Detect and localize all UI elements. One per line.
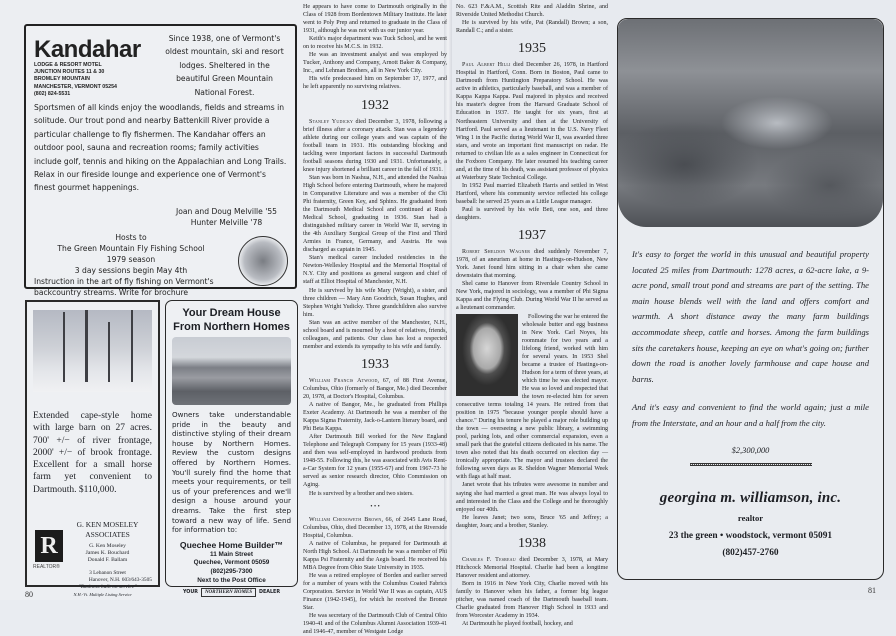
paragraph-text: , 66, of 2645 Lane Road, Columbus, Ohio, died December 13, 1978, at the Riverside Hospital, Columbus. — [303, 516, 447, 539]
realtor-label: REALTOR® — [33, 564, 60, 570]
paragraph-text: died suddenly November 7, 1978, of an aneurism at home in Hastings-on-Hudson, New York. Janet found him sitting in a chair when she came downstairs that morning. — [456, 249, 608, 280]
paragraph-text: He is survived by his wife, Pat (Randall) Brown; a son, Randall C.; and a sister. — [456, 20, 608, 35]
logo-phone: (802) 824-5531 — [34, 90, 71, 97]
description-paragraph: And it's easy and convenient to find the world again; just a mile from the Interstate, and an hour and a half from the city. — [632, 402, 869, 428]
paragraph-text: died December 26, 1978, in Hartford Hospital in Hartford, Conn. Born in Boston, Paul came to Dartmouth from Huntington Preparatory School. He was active in athletics, particularly baseball, and was a member of Kappa Kappa Kappa. Paul majored in physics and received his master's degree from the Harvard Graduate School of Education in 1937. He taught for six years, first at Northeastern University and then at the University of Hartford. Paul served as a lieutenant in the U.S. Navy Fleet Wing 1 in the Pacific during World War II, was awarded three stars, and wrote an important first manuscript on radar. He returned to civilian life as a sales engineer in Connecticut for the Foxboro Company. He later resumed his teaching career and, at the time of his death, was assistant professor of physics at Waterbury State Technical College. — [456, 62, 609, 181]
builder-address — [172, 551, 291, 585]
obituary-paragraph — [456, 206, 608, 222]
paragraph-text: Shel came to Hanover from Riverdale Country School in New York, majored in sociology, was a member of Phi Sigma Kappa and the Flying Club. During World War II he served as a lieutenant commander. — [456, 281, 608, 312]
obituary-paragraph — [303, 433, 447, 489]
location-note: Next to the Post Office — [197, 576, 266, 584]
obituary-paragraph — [303, 612, 447, 636]
paragraph-text: Janet wrote that his tributes were awesome in number and saying she had married a great man. He was always loyal to and interested in the Class and the College and he thoroughly enjoyed our 40th. — [456, 482, 608, 513]
williamson-realtor-ad — [617, 18, 884, 580]
dealer-label: DEALER — [259, 590, 281, 596]
kandahar-signature — [176, 206, 277, 228]
fly-fishing-school — [26, 232, 236, 276]
bamboo-rod-seal-icon — [238, 236, 288, 286]
logo-line: BROMLEY MOUNTAIN — [34, 76, 91, 83]
class-year-heading: 1938 — [518, 535, 546, 551]
brochure-text: Write for brochure — [118, 288, 189, 297]
agent-name: G. Ken Moseley — [89, 543, 126, 550]
obituary-paragraph — [303, 51, 447, 75]
deceased-name: William Chenoweth Brown — [309, 516, 382, 523]
agent-name: Donald F. Ballam — [87, 557, 128, 564]
page-number-left: 80 — [25, 590, 33, 599]
obituary-paragraph — [456, 248, 608, 280]
sessions: 3 day sessions begin May 4th — [74, 266, 188, 275]
paragraph-text: Paul is survived by his wife Beti, one son, and three daughters. — [456, 207, 608, 222]
obituary-paragraph — [456, 3, 608, 19]
obituary-paragraph — [303, 75, 447, 91]
season: 1979 season — [106, 255, 156, 264]
obituary-paragraph — [303, 572, 447, 612]
kandahar-brand: Kandahar — [34, 36, 141, 63]
kandahar-instruction — [34, 276, 234, 298]
portrait-photo — [456, 314, 518, 396]
section-divider: • • • — [370, 503, 380, 510]
paragraph-text: , 67, of 88 First Avenue, Columbus, Ohio (formerly of Bangor, Me.) died December 20, 1978, at Doctor's Hospital, Columbus. — [303, 377, 447, 400]
obituary-paragraph — [303, 490, 447, 498]
obituary-column-2 — [456, 3, 608, 628]
kandahar-logo — [34, 32, 154, 98]
class-year-heading: 1933 — [361, 356, 389, 372]
city: Quechee, Vermont 05059 — [193, 559, 270, 567]
mls-note: N.H.-Vt. Multiple Listing Service — [73, 592, 132, 598]
obituary-paragraph — [456, 580, 608, 620]
logo-line: JUNCTION ROUTES 11 & 30 — [34, 69, 105, 76]
firm-title: realtor — [737, 512, 764, 523]
firm-address — [33, 570, 152, 598]
obituary-paragraph — [456, 556, 608, 580]
city-phone: Hanover, N.H. 603/643-3505 — [88, 577, 152, 584]
paragraph-text: Stan was born in Nashua, N.H., and attended the Nashua High School before entering Dartmouth, where he majored in Comparative Literature and was a member of the Chi Phi fraternity, Green Key, and Sphinx. He graduated from the Dartmouth Medical School and continued at Rush Medical School, graduating in 1936. Stan had a distinguished military career in World War II, serving in the 4th Auxiliary Surgical Group of the First and Third Armies in France, Germany, and Austria. He was discharged as captain in 1945. — [303, 174, 447, 254]
paragraph-text: He was an investment analyst and was employed by Tucker, Anthony and Company, Arnott Baker & Company, Inc., and Lehman Brothers, all in New York City. — [303, 52, 447, 75]
obituary-paragraph — [456, 61, 608, 182]
description-paragraph: It's easy to forget the world in this unusual and beautiful property located 25 miles from Dartmouth: 1278 acres, a 62-acre lake, a 9-acre pond, small trout pond and streams are part of the setting. The main house blends well with the land and offers comfort and warmth. A short distance away the many farm buildings accommodate sheep, cattle and horses. Among the farm buildings sits the caretakers house, keeping an eye on what's going on; further down the road is another lovely farmhouse and cape house and barns. — [632, 249, 869, 384]
paragraph-text: Following the war he entered the wholesale butter and egg business in New York. Carl Noyes, his roommate for two years and a lifelong friend, worked with him for several years. In 1953 Shel became a trustee of Hastings-on-Hudson for a term of three years, at which time he was elected mayor. He was so loved and respected that the town re-elected him for seven consecutive terms totaling 14 years. He retired from that position in 1975 "because younger people should have a chance." During his tenure he played a major role building up the town — overseeing a new public library, a swimming pool, parking lots, and other commercial expansion, even a small park that the grateful citizens dedicated in his name. The town also noted that his death occurred on election day — ironically appropriate. The mayor and trustees declared the following seven days as R. Sheldon Wagner Memorial Week with flags at half mast. — [456, 313, 608, 481]
firm-name: georgina m. williamson, inc. — [659, 489, 842, 506]
deceased-name: William Francis Atwood — [309, 377, 378, 384]
slogan: "Business built on service" — [78, 584, 137, 591]
paragraph-text: Stan's medical career included residencies in the Newton-Wellesley Hospital and the Memorial Hospital of N.Y. City and positions as general surgeon and chief of staff at Elliot Hospital of Manchester, N.H. — [303, 255, 447, 286]
page-number-right: 81 — [868, 586, 876, 595]
obituary-paragraph — [303, 35, 447, 51]
deceased-name: Charles F. Tesreau — [462, 556, 516, 563]
property-description — [618, 247, 883, 432]
paragraph-text: A native of Bangor, Me., he graduated from Phillips Exeter Academy. At Dartmouth he was a member of the Kappa Sigma Fraternity, Jack-o-Lantern literary board, and Phi Beta Kappa. — [303, 402, 447, 433]
agent-name: James K. Bouchard — [85, 550, 130, 557]
dealer-your: YOUR — [182, 590, 198, 596]
paragraph-text: In 1952 Paul married Elizabeth Harris and settled in West Hartford, where his community service reflected his college baseball: he served 25 years as a Little League manager. — [456, 182, 608, 205]
obituary-paragraph — [456, 514, 608, 530]
obituary-paragraph — [303, 174, 447, 254]
decorative-rule — [690, 463, 812, 466]
obituary-column-1 — [303, 3, 447, 636]
obituary-paragraph — [456, 481, 608, 513]
street: 11 Main Street — [210, 550, 253, 558]
builder-name: Quechee Home Builder™ — [179, 539, 284, 550]
instruction-text: Instruction in the art of fly fishing on Vermont's backcountry streams. — [34, 277, 214, 297]
obituary-paragraph — [303, 516, 447, 540]
obituary-paragraph — [456, 620, 608, 628]
paragraph-text: His wife predeceased him on September 17, 1977, and he left apparently no surviving relatives. — [303, 76, 447, 91]
aerial-property-photo — [618, 19, 883, 227]
dealer-badge — [172, 588, 291, 597]
paragraph-text: After Dartmouth Bill worked for the New England Telephone and Telegraph Company for 15 years (1933-48) and then was self-employed in hardwood products from 1948-55. Following this, he was associated with Avis Rent-a-Car System for 12 years (1955-67) and from 1967-73 he served as senior research director, Ohio Commission on Aging. — [303, 434, 447, 489]
paragraph-text: He is survived by a brother and two sisters. — [309, 490, 414, 497]
obituary-paragraph — [456, 280, 608, 312]
firm-address: 23 the green • woodstock, vermont 05091 — [668, 530, 833, 541]
obituary-paragraph — [456, 313, 608, 482]
paragraph-text: He was a retired employee of Borden and earlier served for a number of years with the Columbus Coated Fabrics Corporation. Service in World War II was as captain, AUS Finance (1942-1945), for which he received the Bronze Star. — [303, 572, 447, 612]
obituary-paragraph — [303, 118, 447, 174]
paragraph-text: Keith's major department was Tuck School, and he went on to receive his M.C.S. in 1932. — [303, 36, 447, 51]
signature-line: Hunter Melville '78 — [190, 218, 263, 227]
deceased-name: Robert Sheldon Wagner — [462, 249, 531, 256]
firm-phone: (802)457-2760 — [722, 547, 779, 558]
logo-line: MANCHESTER, VERMONT 05254 — [34, 83, 118, 90]
property-price: $2,300,000 — [731, 445, 770, 455]
class-year-heading: 1935 — [518, 41, 546, 57]
phone: (802)295-7300 — [210, 567, 253, 575]
ad-headline: Your Dream House From Northern Homes — [173, 307, 290, 333]
ad-description: Owners take understandable pride in the beauty and distinctive styling of their dream house by Northern Homes. Review the custom designs offered by Northern Homes. You'll surely find the home that meets your requirements, or tell us of your preferences and we'll design a house around your dreams. Take the first step toward a new way of life. Send for information to: — [172, 410, 291, 535]
obituary-paragraph — [456, 182, 608, 206]
paragraph-text: He is survived by his wife Mary (Wright), a sister, and three children — Mary Ann Goodrich, Susan Hughes, and Stephen Wright Yudicky. Three grandchildren also survive him. — [303, 287, 447, 318]
deceased-name: Paul Albert Hilli — [462, 62, 511, 69]
agent-names — [63, 543, 152, 564]
deceased-name: Stanley Yudicky — [309, 118, 354, 125]
listing-description: Extended cape-style home with large barn on 27 acres. 700' +/− of river frontage, 2000' +/− of brook frontage. Excellent for a small horse farm yet convenient to Dartmouth. $110,000. — [33, 411, 152, 495]
firm-name: G. KEN MOSELEY ASSOCIATES — [76, 520, 139, 539]
obituary-paragraph — [303, 377, 447, 401]
obituary-paragraph — [303, 254, 447, 286]
hosts-line: Hosts to — [115, 233, 147, 242]
paragraph-text: No. 623 F.&A.M., Scottish Rite and Aladdin Shrine, and Riverside United Methodist Church. — [456, 4, 608, 19]
obituary-paragraph — [456, 19, 608, 35]
paragraph-text: A native of Columbus, he prepared for Dartmouth at North High School. At Dartmouth he was a member of Phi Kappa Psi Fraternity and the Aegis board. He received his MBA Degree from Ohio State University in 1935. — [303, 540, 447, 571]
class-year-heading: 1937 — [518, 228, 546, 244]
signature-line: Joan and Doug Melville '55 — [176, 207, 277, 216]
kandahar-lodge-ad — [24, 24, 297, 297]
obituary-paragraph — [303, 401, 447, 433]
kandahar-body: Sportsmen of all kinds enjoy the woodlands, fields and streams in solitude. Our trout pond and nearby Battenkill River provide a particular challenge to fly fishermen. The Kandahar offers an outdoor pool, sauna and recreation rooms; family activities include golf, tennis and hiking on the Appalachian and Long Trails. Relax in our fireside lounge and experience one of Vermont's finest gourmet happenings. — [34, 103, 287, 193]
school-name: The Green Mountain Fly Fishing School — [57, 244, 205, 253]
street: 3 Lebanon Street — [89, 570, 126, 577]
kandahar-intro: Since 1938, one of Vermont's oldest mountain, ski and resort lodges. Sheltered in the beautiful Green Mountain National Forest. — [165, 34, 284, 97]
paragraph-text: He leaves Janet; two sons, Bruce '65 and Jeffrey; a daughter, Joan; and a brother, Stanley. — [456, 514, 608, 529]
paragraph-text: died December 3, 1978, at Mary Hitchcock Memorial Hospital. Charlie had been a longtime Hanover resident and attorney. — [456, 556, 608, 579]
realtor-logo-icon: R — [35, 530, 63, 562]
logo-line: LODGE & RESORT MOTEL — [34, 62, 102, 68]
obituary-paragraph — [303, 287, 447, 319]
cape-house-photo — [33, 310, 152, 392]
obituary-paragraph — [303, 540, 447, 572]
paragraph-text: Born in 1916 in New York City, Charlie moved with his family to Hanover when his father, a former big league pitcher, was named coach of the Dartmouth baseball team. Charlie graduated from Hanover High School in 1933 and from Worcester Academy in 1934. — [456, 580, 608, 620]
paragraph-text: At Dartmouth he played football, hockey, and — [462, 621, 573, 628]
paragraph-text: He was secretary of the Dartmouth Club of Central Ohio 1940-41 and of the Columbus Alumni Association 1939-41 and 1946-47, member of Westgate Lodge — [303, 613, 447, 636]
house-photo — [172, 337, 291, 405]
obituary-paragraph — [303, 3, 447, 35]
northern-homes-logo: NORTHERN HOMES — [201, 588, 256, 597]
paragraph-text: He appears to have come to Dartmouth originally in the Class of 1928 from Bordentown Military Institute. He later went to Poly Prep and returned to graduate in the Class of 1931, although he was not with us our junior year. — [303, 4, 447, 35]
obituary-paragraph — [303, 319, 447, 351]
northern-homes-ad — [165, 300, 298, 596]
paragraph-text: died December 3, 1978, following a brief illness after a coronary attack. Stan was a legendary athlete during our college years and was captain of the football team in 1931. His outstanding blocking and tackling were important factors in successful Dartmouth football seasons during 1930 and 1931. Unfortunately, a knee injury shortened a brilliant career in the fall of 1931. — [303, 118, 447, 173]
class-year-heading: 1932 — [361, 97, 389, 113]
paragraph-text: Stan was an active member of the Manchester, N.H., school board and is mourned by a host of relatives, friends, colleagues, and patients. Our class has lost a respected member and extends its sympathy to his wife and family. — [303, 319, 447, 350]
